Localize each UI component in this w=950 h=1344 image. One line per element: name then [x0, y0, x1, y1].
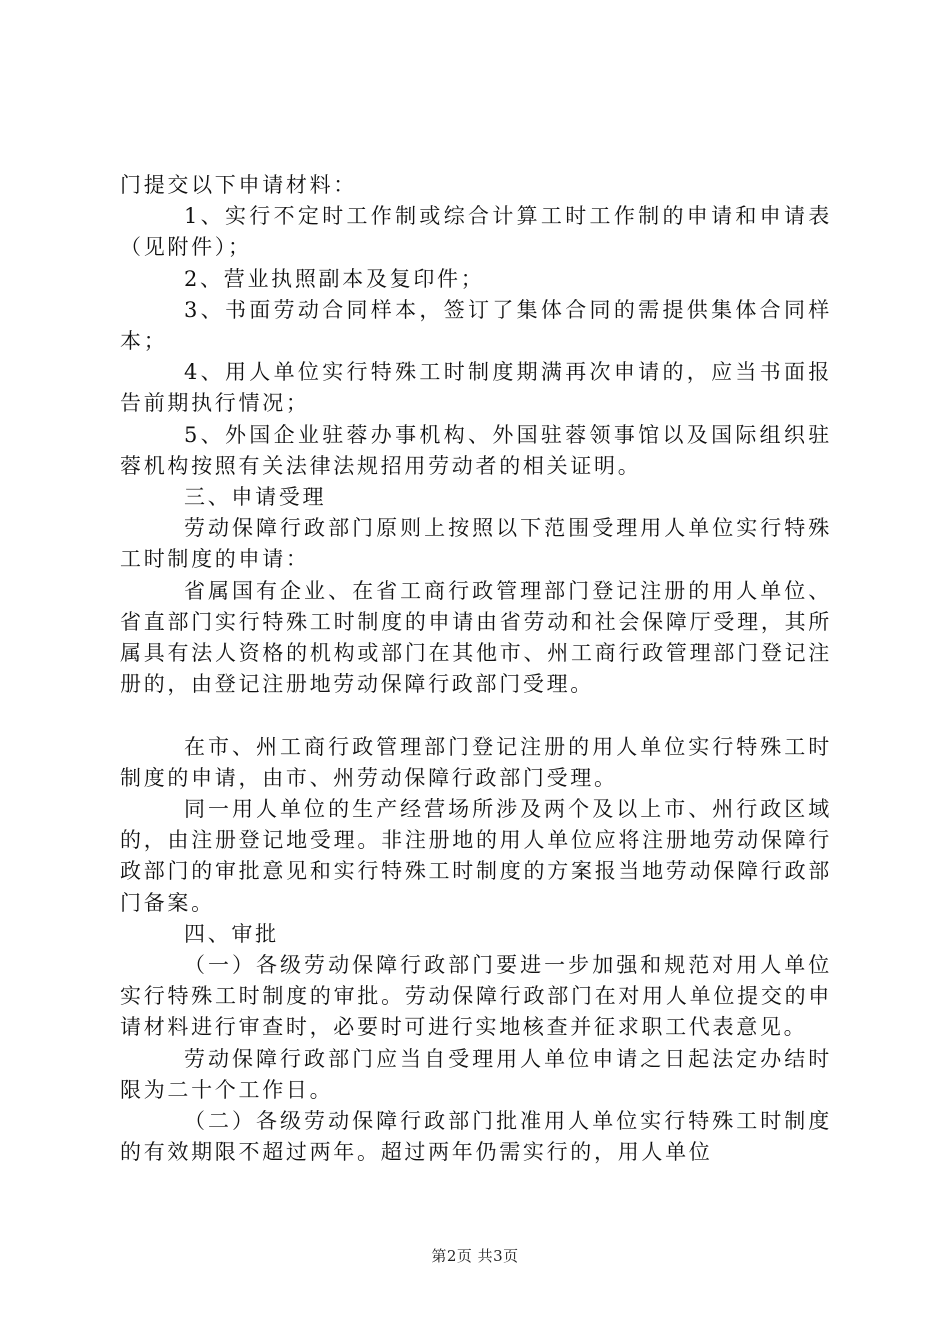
- paragraph: （一）各级劳动保障行政部门要进一步加强和规范对用人单位实行特殊工时制度的审批。劳动保障行政部门在对用人单位提交的申请材料进行审查时，必要时可进行实地核查并征求职工代表意见。: [120, 953, 832, 1040]
- paragraph: 同一用人单位的生产经营场所涉及两个及以上市、州行政区域的，由注册登记地受理。非注册地的用人单位应将注册地劳动保障行政部门的审批意见和实行特殊工时制度的方案报当地劳动保障行政部门备案。: [120, 797, 832, 915]
- document-body: [120, 170, 832, 1168]
- paragraph: 2、营业执照副本及复印件；: [184, 266, 485, 291]
- paragraph: 省属国有企业、在省工商行政管理部门登记注册的用人单位、省直部门实行特殊工时制度的申请由省劳动和社会保障厅受理，其所属具有法人资格的机构或部门在其他市、州工商行政管理部门登记注册的，由登记注册地劳动保障行政部门受理。: [120, 578, 832, 697]
- paragraph: 4、用人单位实行特殊工时制度期满再次申请的，应当书面报告前期执行情况；: [120, 360, 832, 416]
- paragraph: 在市、州工商行政管理部门登记注册的用人单位实行特殊工时制度的申请，由市、州劳动保障行政部门受理。: [120, 734, 832, 790]
- paragraph: 门提交以下申请材料：: [120, 173, 357, 197]
- paragraph: 5、外国企业驻蓉办事机构、外国驻蓉领事馆以及国际组织驻蓉机构按照有关法律法规招用劳动者的相关证明。: [120, 422, 832, 478]
- paragraph: 3、书面劳动合同样本，签订了集体合同的需提供集体合同样本；: [120, 297, 832, 354]
- paragraph: （二）各级劳动保障行政部门批准用人单位实行特殊工时制度的有效期限不超过两年。超过两年仍需实行的，用人单位: [120, 1109, 832, 1165]
- paragraph: 三、申请受理: [184, 485, 327, 510]
- paragraph: 四、审批: [184, 921, 279, 946]
- paragraph: 1、实行不定时工作制或综合计算工时工作制的申请和申请表（见附件）；: [120, 204, 832, 260]
- page-footer: 第2页 共3页: [431, 1247, 519, 1265]
- paragraph: 劳动保障行政部门应当自受理用人单位申请之日起法定办结时限为二十个工作日。: [120, 1046, 832, 1102]
- paragraph: 劳动保障行政部门原则上按照以下范围受理用人单位实行特殊工时制度的申请：: [120, 516, 832, 572]
- blank-line: [120, 700, 832, 731]
